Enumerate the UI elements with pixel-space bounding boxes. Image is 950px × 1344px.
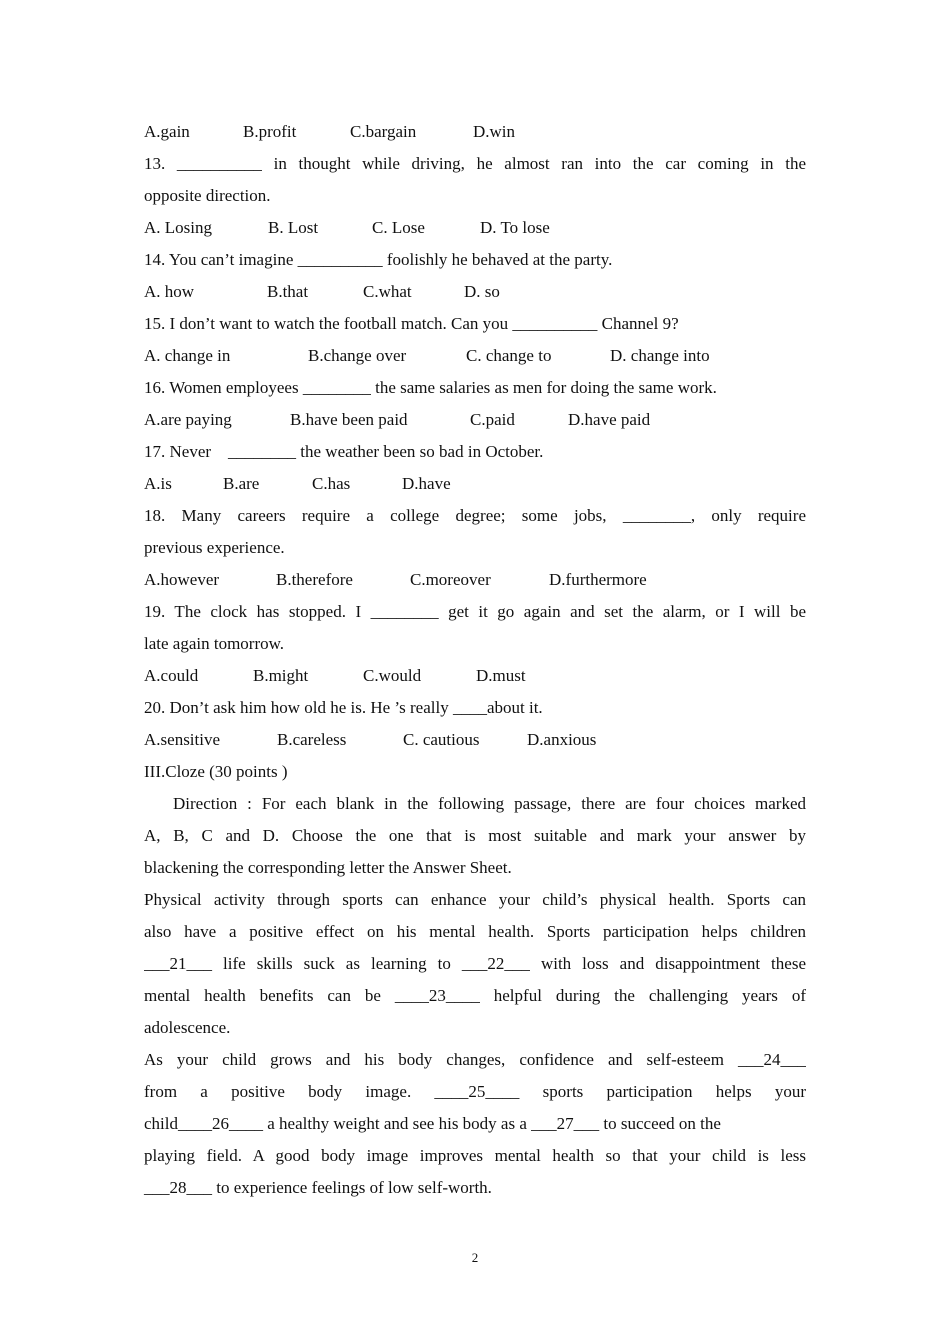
q15-option-b: B.change over: [308, 346, 407, 365]
q16-option-a: A.are paying: [144, 410, 232, 429]
q19-option-a: A.could: [144, 666, 199, 685]
q17-option-b: B.are: [223, 474, 260, 493]
q13-stem-line2: opposite direction.: [144, 186, 271, 205]
q12-option-d: D.win: [473, 122, 516, 141]
passage-p2-line1: As your child grows and his body changes, confidence and self-esteem ___24___: [144, 1050, 806, 1069]
exam-page: [144, 116, 806, 1204]
q19-options: [144, 660, 806, 692]
q15-options: [144, 340, 806, 372]
q18-stem-line1: 18. Many careers require a college degree; some jobs, ________, only require: [144, 506, 806, 525]
passage-p1-line4: mental health benefits can be ____23____ helpful during the challenging years of: [144, 986, 806, 1005]
q19-stem-line1: 19. The clock has stopped. I ________ get it go again and set the alarm, or I will be: [144, 602, 806, 621]
q19-option-b: B.might: [253, 666, 309, 685]
q13-stem-line1: 13. __________ in thought while driving, he almost ran into the car coming in the: [144, 154, 806, 173]
q20-option-c: C. cautious: [403, 730, 480, 749]
page-number: 2: [471, 1250, 479, 1265]
q16-option-b: B.have been paid: [290, 410, 408, 429]
q17-stem: 17. Never ________ the weather been so bad in October.: [144, 442, 544, 461]
q17-option-a: A.is: [144, 474, 172, 493]
q14-stem: 14. You can’t imagine __________ foolishly he behaved at the party.: [144, 250, 613, 269]
q16-options: [144, 404, 806, 436]
q14-options: [144, 276, 806, 308]
passage-p2-line5: ___28___ to experience feelings of low self-worth.: [144, 1178, 492, 1197]
q15-option-d: D. change into: [610, 346, 710, 365]
passage-p2-line3: child____26____ a healthy weight and see his body as a ___27___ to succeed on the: [144, 1114, 721, 1133]
q18-option-c: C.moreover: [410, 570, 491, 589]
q18-option-a: A.however: [144, 570, 220, 589]
q18-stem-line2: previous experience.: [144, 538, 285, 557]
q16-option-c: C.paid: [470, 410, 515, 429]
q17-option-c: C.has: [312, 474, 351, 493]
q14-option-b: B.that: [267, 282, 309, 301]
q14-option-d: D. so: [464, 282, 500, 301]
q12-option-a: A.gain: [144, 122, 190, 141]
q16-option-d: D.have paid: [568, 410, 651, 429]
section-title: III.Cloze (30 points ): [144, 762, 288, 781]
q13-option-a: A. Losing: [144, 218, 212, 237]
q19-option-d: D.must: [476, 666, 526, 685]
q12-option-c: C.bargain: [350, 122, 417, 141]
q17-options: [144, 468, 806, 500]
passage-p1-line3: ___21___ life skills suck as learning to ___22___ with loss and disappointment these: [144, 954, 806, 973]
q20-option-d: D.anxious: [527, 730, 597, 749]
q14-option-a: A. how: [144, 282, 195, 301]
q18-option-b: B.therefore: [276, 570, 353, 589]
q19-option-c: C.would: [363, 666, 422, 685]
passage-p2-line4: playing field. A good body image improves mental health so that your child is less: [144, 1146, 806, 1165]
passage-p2-line2: from a positive body image. ____25____ sports participation helps your: [144, 1082, 806, 1101]
q15-option-a: A. change in: [144, 346, 231, 365]
q19-stem-line2: late again tomorrow.: [144, 634, 285, 653]
q18-option-d: D.furthermore: [549, 570, 647, 589]
q14-option-c: C.what: [363, 282, 412, 301]
q17-option-d: D.have: [402, 474, 451, 493]
q13-option-b: B. Lost: [268, 218, 319, 237]
q15-stem: 15. I don’t want to watch the football match. Can you __________ Channel 9?: [144, 314, 679, 333]
direction-line3: blackening the corresponding letter the Answer Sheet.: [144, 858, 512, 877]
passage-p1-line5: adolescence.: [144, 1018, 231, 1037]
q15-option-c: C. change to: [466, 346, 552, 365]
passage-p1-line2: also have a positive effect on his mental health. Sports participation helps children: [144, 922, 806, 941]
q13-options: [144, 212, 806, 244]
q12-options: [144, 116, 806, 148]
q20-stem: 20. Don’t ask him how old he is. He ’s really ____about it.: [144, 698, 543, 717]
q13-option-d: D. To lose: [480, 218, 550, 237]
direction-line2: A, B, C and D. Choose the one that is most suitable and mark your answer by: [144, 826, 806, 845]
q12-option-b: B.profit: [243, 122, 297, 141]
q16-stem: 16. Women employees ________ the same salaries as men for doing the same work.: [144, 378, 717, 397]
direction-line1: Direction : For each blank in the following passage, there are four choices marked: [173, 794, 806, 813]
q20-options: [144, 724, 806, 756]
q20-option-b: B.careless: [277, 730, 347, 749]
q13-option-c: C. Lose: [372, 218, 425, 237]
q20-option-a: A.sensitive: [144, 730, 221, 749]
q18-options: [144, 564, 806, 596]
passage-p1-line1: Physical activity through sports can enhance your child’s physical health. Sports can: [144, 890, 806, 909]
